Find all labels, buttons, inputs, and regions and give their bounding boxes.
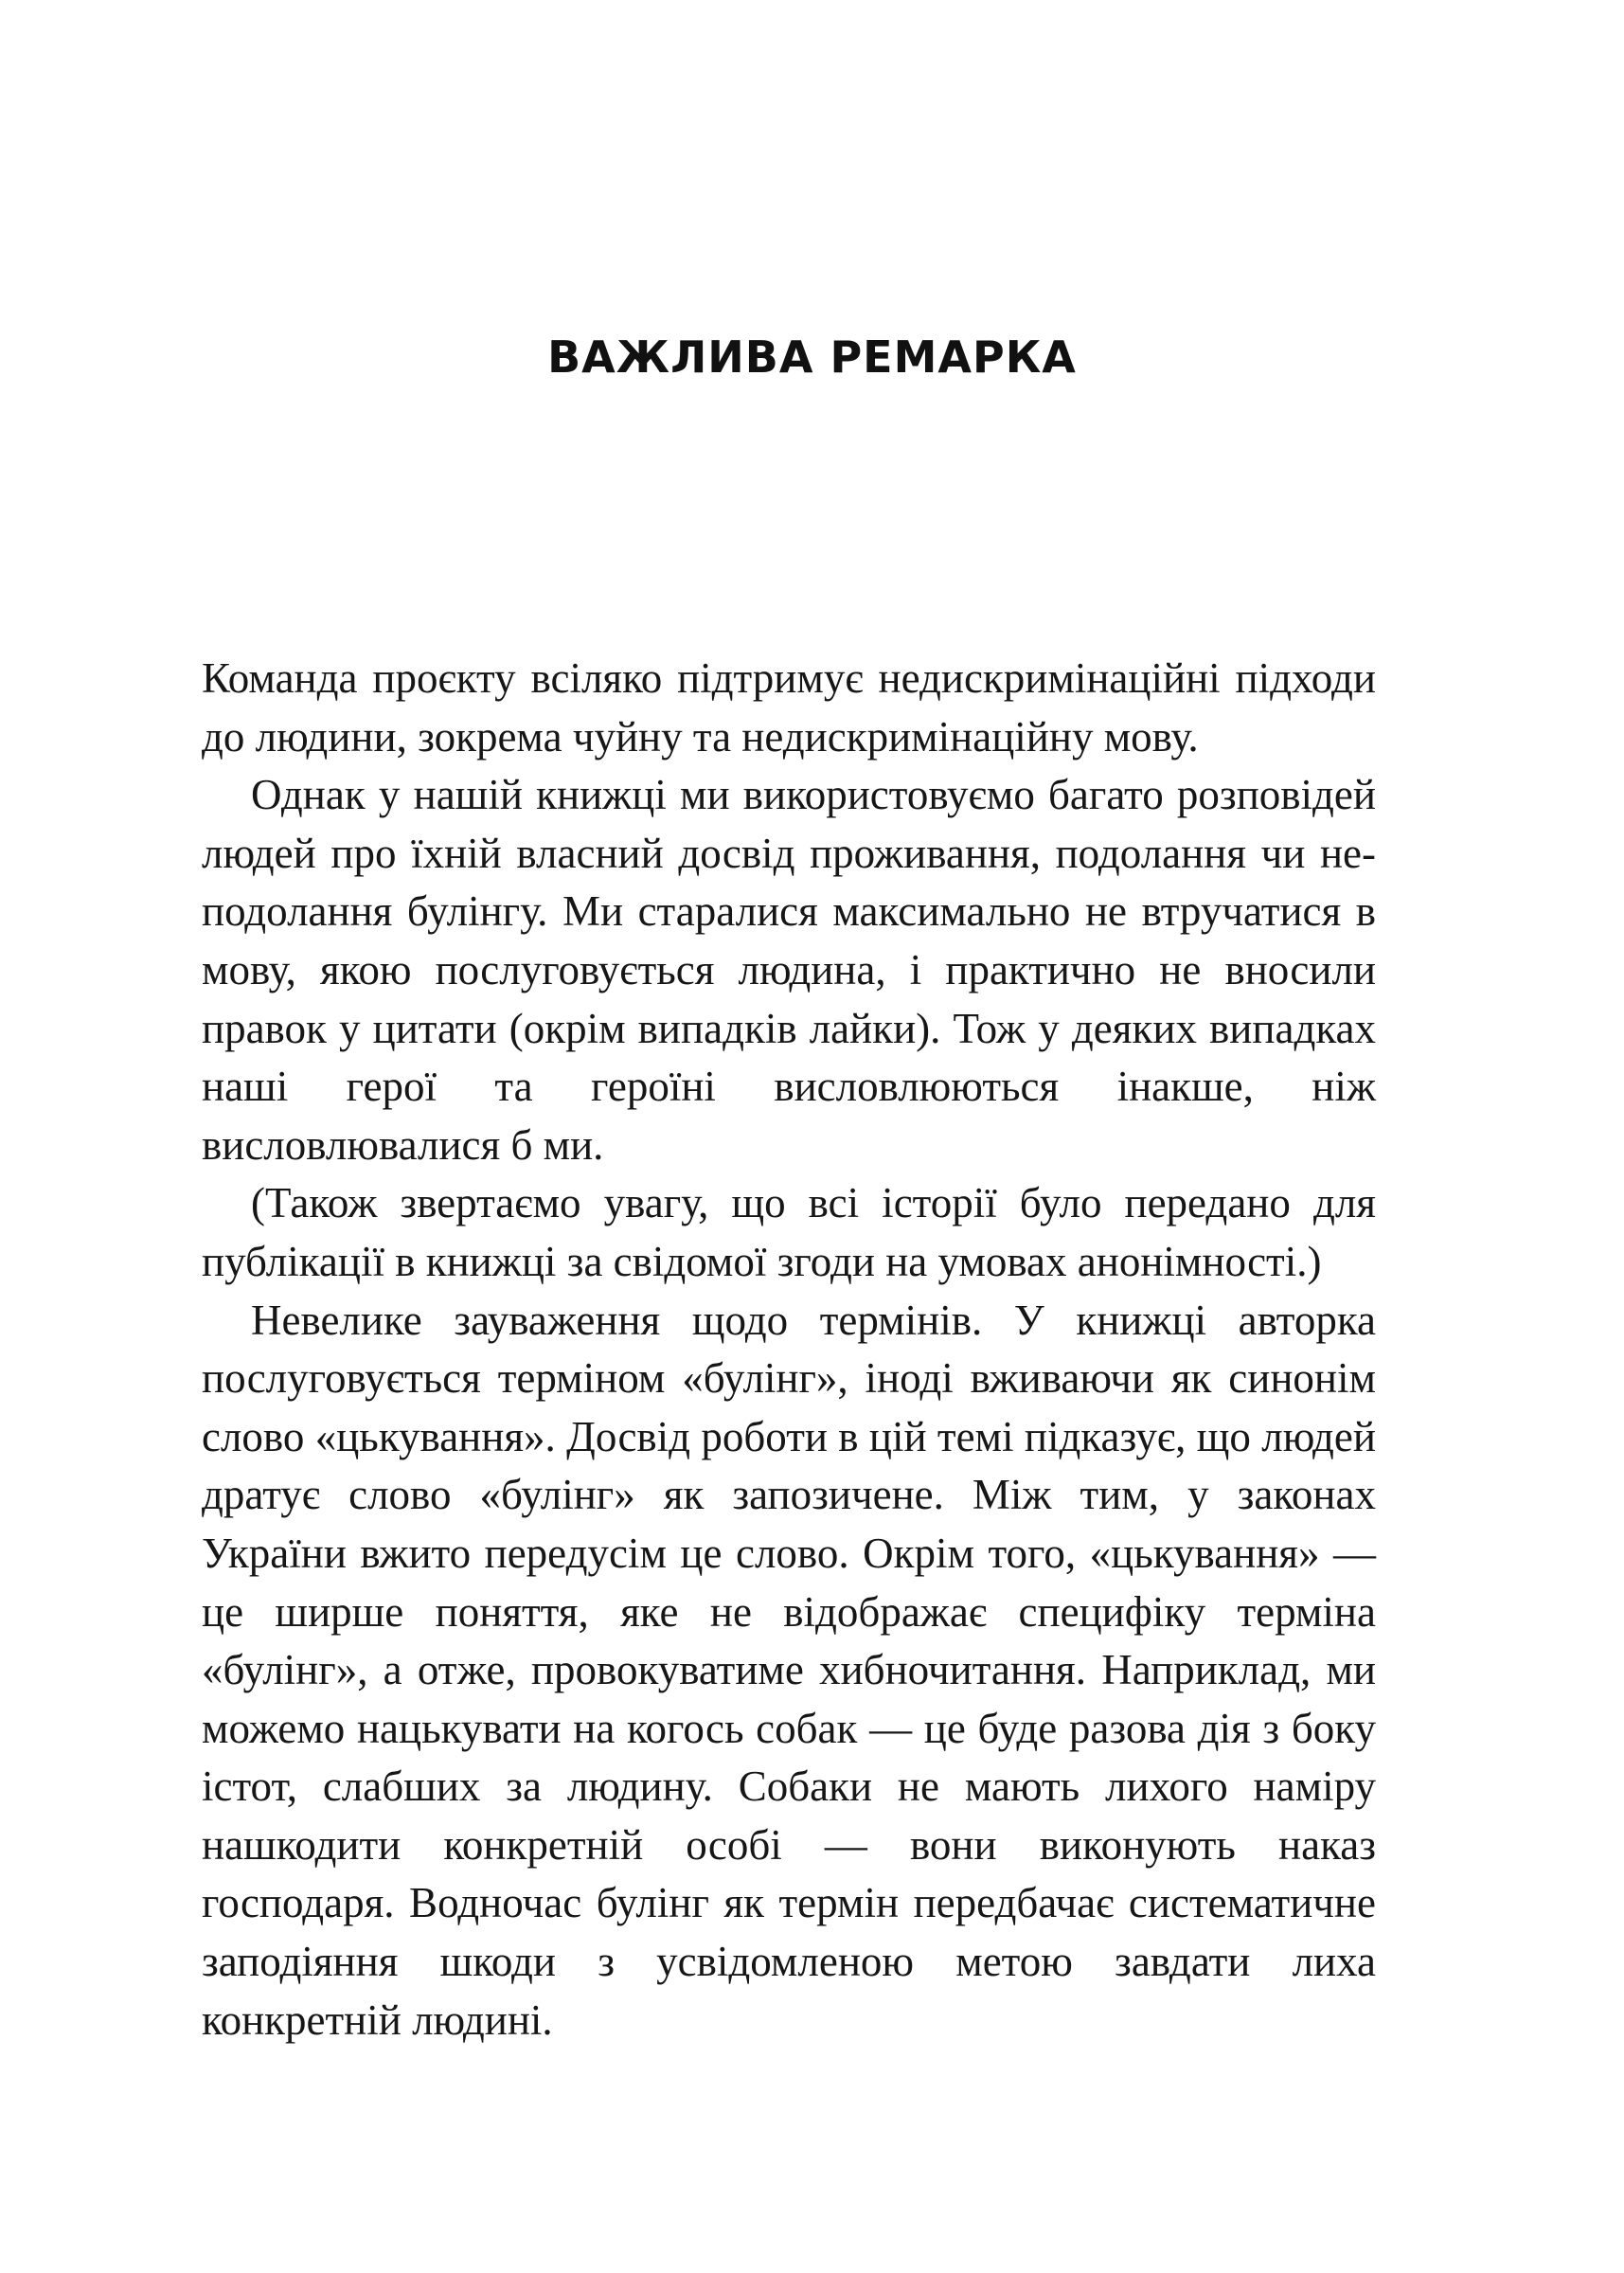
body-text xyxy=(202,650,1376,2049)
paragraph-1: Команда проєкту всіляко підтримує недискримінаційні підходи до людини, зокрема чуйну та недискримінаційну мову. xyxy=(202,654,1376,761)
paragraph-3: (Також звертаємо увагу, що всі історії було передано для публікації в книжці за свідомої згоди на умовах анонімності.) xyxy=(202,1179,1376,1285)
paragraph-4: Невелике зауваження щодо термінів. У книжці авторка послуговується терміном «булінг», іноді вживаючи як синонім слово «цькування». Досвід роботи в цій темі підказує, що людей дратує слово «булінг» як запозичене. Між тим, у законах України вжито передусім це слово. Окрім того, «цькування» — це ширше поняття, яке не відображає специфіку терміна «булінг», а отже, провокуватиме хибночитання. Наприклад, ми можемо нацькувати на когось собак — це буде разова дія з боку істот, слабших за людину. Собаки не мають лихого наміру нашкодити конкретній особі — вони виконують наказ господаря. Водночас булінг як термін передбачає систематичне заподіяння шкоди з усвідомленою метою завдати лиха конкретній людині. xyxy=(202,1296,1376,2044)
paragraph-2: Однак у нашій книжці ми використовуємо багато розповідей людей про їхній власний досвід проживання, подолання чи не-подолання булінгу. Ми старалися максимально не втручатися в мову, якою послуговується людина, і практично не вносили правок у цитати (окрім випадків лайки). Тож у деяких випадках наші герої та героїні висловлюються інакше, ніж висловлювалися б ми. xyxy=(202,771,1376,1169)
page-title: ВАЖЛИВА РЕМАРКА xyxy=(547,331,1077,383)
